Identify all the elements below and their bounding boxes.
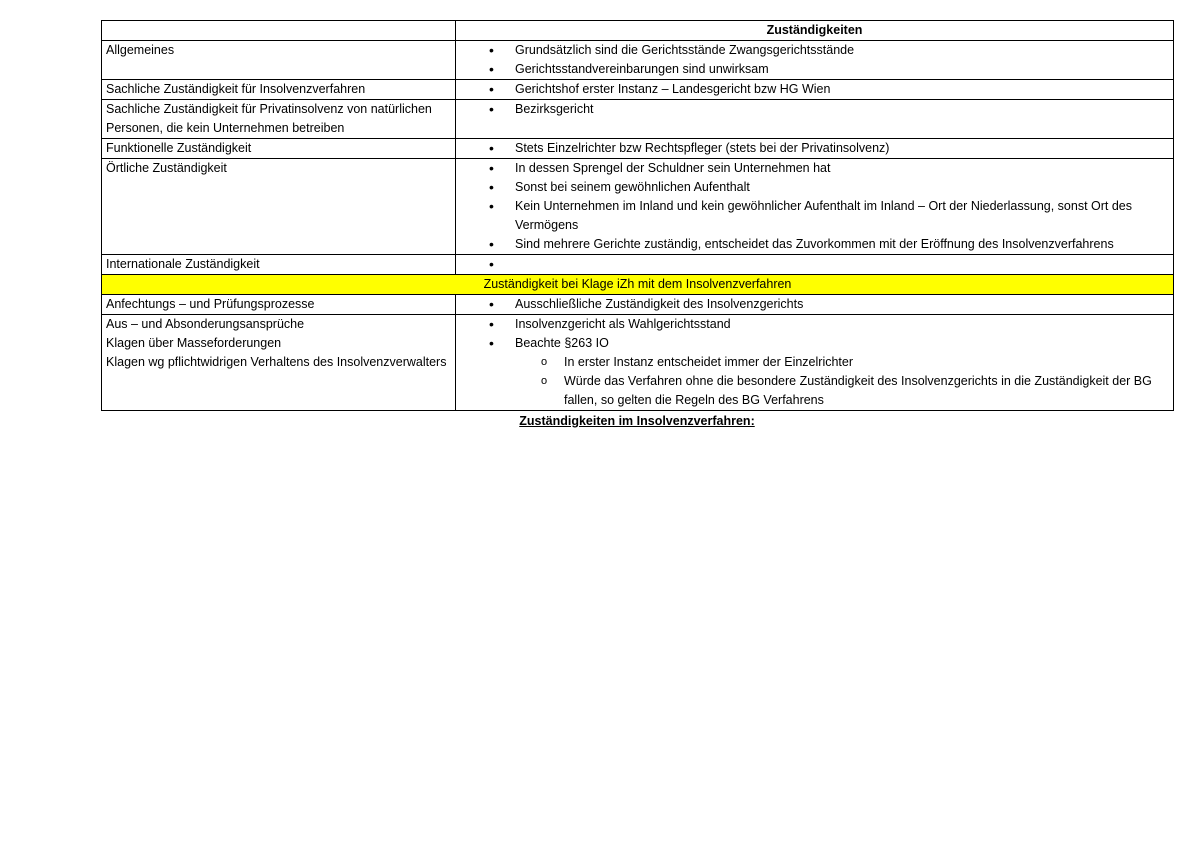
bullet-list bbox=[460, 80, 1169, 99]
table-row bbox=[102, 159, 1174, 255]
row-label: Sachliche Zuständigkeit für Privatinsolvenz von natürlichen Personen, die kein Unternehmen betreiben bbox=[102, 100, 456, 139]
row-label bbox=[102, 315, 456, 411]
row-content bbox=[456, 255, 1174, 275]
table-row bbox=[102, 295, 1174, 315]
list-item: • Stets Einzelrichter bzw Rechtspfleger (stets bei der Privatinsolvenz) bbox=[460, 139, 1169, 158]
section-title: Zuständigkeit bei Klage iZh mit dem Insolvenzverfahren bbox=[102, 275, 1174, 295]
row-label: Örtliche Zuständigkeit bbox=[102, 159, 456, 255]
row-label: Anfechtungs – und Prüfungsprozesse bbox=[102, 295, 456, 315]
row-content bbox=[456, 295, 1174, 315]
bullet-list bbox=[460, 41, 1169, 79]
sub-list-item: o Würde das Verfahren ohne die besondere Zuständigkeit des Insolvenzgerichts in die Zuständigkeit der BG fallen, so gelten die Regeln des BG Verfahrens bbox=[460, 372, 1169, 410]
section-header-row bbox=[102, 275, 1174, 295]
document-caption: Zuständigkeiten im Insolvenzverfahren: bbox=[519, 414, 755, 428]
bullet-list bbox=[460, 100, 1169, 119]
table-row bbox=[102, 255, 1174, 275]
label-line: Aus – und Absonderungsansprüche bbox=[106, 317, 305, 331]
list-item: • Ausschließliche Zuständigkeit des Insolvenzgerichts bbox=[460, 295, 1169, 314]
table-row bbox=[102, 139, 1174, 159]
list-item: • Gerichtsstandvereinbarungen sind unwirksam bbox=[460, 60, 1169, 79]
table-row bbox=[102, 80, 1174, 100]
list-item: • Beachte §263 IO bbox=[460, 334, 1169, 353]
list-item: • Bezirksgericht bbox=[460, 100, 1169, 119]
list-item: • Insolvenzgericht als Wahlgerichtsstand bbox=[460, 315, 1169, 334]
table-row bbox=[102, 41, 1174, 80]
row-content bbox=[456, 315, 1174, 411]
bullet-list bbox=[460, 139, 1169, 158]
sub-list-item: o In erster Instanz entscheidet immer der Einzelrichter bbox=[460, 353, 1169, 372]
list-item: • In dessen Sprengel der Schuldner sein Unternehmen hat bbox=[460, 159, 1169, 178]
table-header-row bbox=[102, 21, 1174, 41]
jurisdiction-table bbox=[101, 20, 1174, 411]
bullet-list bbox=[460, 295, 1169, 314]
row-content bbox=[456, 139, 1174, 159]
row-content bbox=[456, 41, 1174, 80]
list-item: • Kein Unternehmen im Inland und kein gewöhnlicher Aufenthalt im Inland – Ort der Niederlassung, sonst Ort des Vermögens bbox=[460, 197, 1169, 235]
list-item: • Grundsätzlich sind die Gerichtsstände Zwangsgerichtsstände bbox=[460, 41, 1169, 60]
list-item-empty bbox=[460, 255, 1169, 274]
header-cell-left bbox=[102, 21, 456, 41]
row-content bbox=[456, 159, 1174, 255]
list-item: • Sind mehrere Gerichte zuständig, entscheidet das Zuvorkommen mit der Eröffnung des Insolvenzverfahrens bbox=[460, 235, 1169, 254]
row-label: Sachliche Zuständigkeit für Insolvenzverfahren bbox=[102, 80, 456, 100]
row-label: Funktionelle Zuständigkeit bbox=[102, 139, 456, 159]
list-item: • Gerichtshof erster Instanz – Landesgericht bzw HG Wien bbox=[460, 80, 1169, 99]
row-content bbox=[456, 80, 1174, 100]
label-line: Klagen über Masseforderungen bbox=[106, 336, 282, 350]
row-content bbox=[456, 100, 1174, 139]
list-item: • Sonst bei seinem gewöhnlichen Aufenthalt bbox=[460, 178, 1169, 197]
row-label: Internationale Zuständigkeit bbox=[102, 255, 456, 275]
bullet-list bbox=[460, 159, 1169, 254]
label-line: Klagen wg pflichtwidrigen Verhaltens des Insolvenzverwalters bbox=[106, 355, 447, 369]
bullet-list bbox=[460, 315, 1169, 410]
bullet-list bbox=[460, 255, 1169, 274]
table-row bbox=[102, 315, 1174, 411]
table-row bbox=[102, 100, 1174, 139]
document-page bbox=[101, 20, 1173, 430]
header-cell-right: Zuständigkeiten bbox=[456, 21, 1174, 41]
row-label: Allgemeines bbox=[102, 41, 456, 80]
